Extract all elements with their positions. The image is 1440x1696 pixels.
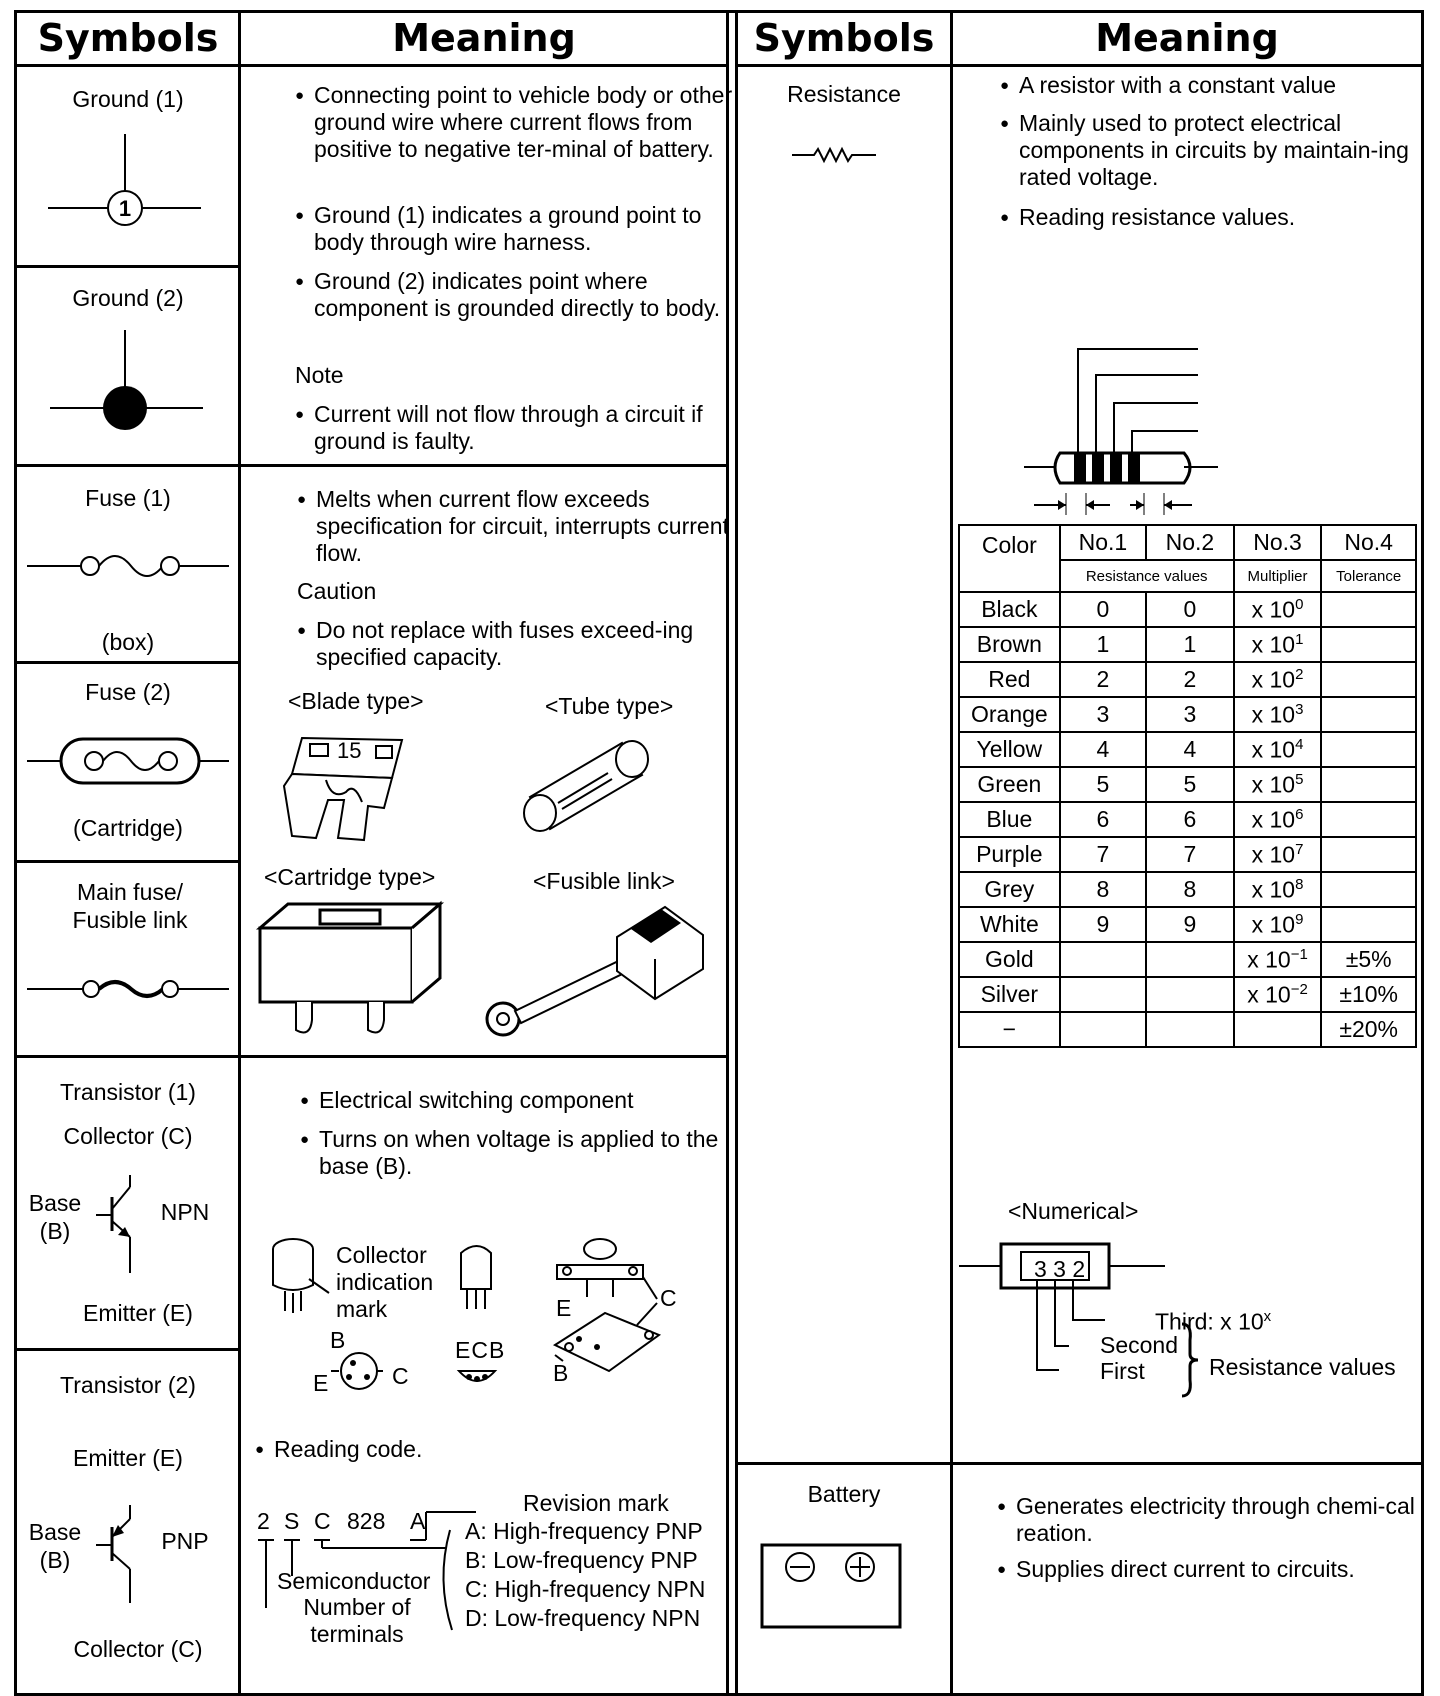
row-line-fuse2 <box>14 661 240 664</box>
fuse-caution-title: Caution <box>297 578 377 604</box>
multiplier-base: x 10 <box>1251 841 1296 868</box>
cell-multiplier <box>1234 732 1322 767</box>
mainfuse-label: Main fuse/ Fusible link <box>72 879 188 933</box>
cell-no1 <box>1060 1012 1147 1047</box>
code-c: C <box>314 1508 331 1534</box>
resistance-values-label: Resistance values <box>1209 1354 1396 1380</box>
third-label <box>1155 1303 1271 1336</box>
blade-fuse-number: 15 <box>337 738 362 763</box>
transistor1-collector: Collector (C) <box>63 1123 193 1149</box>
semiconductor-label: Semiconductor <box>277 1568 431 1594</box>
cartridge-type-label: <Cartridge type> <box>264 864 436 890</box>
cell-multiplier <box>1234 767 1322 802</box>
multiplier-exponent: 0 <box>1295 595 1304 613</box>
header-symbols-left: Symbols <box>37 16 219 60</box>
cell-tolerance <box>1321 732 1416 767</box>
multiplier-base: x 10 <box>1251 771 1296 798</box>
transistor1-label: Transistor (1) <box>60 1079 196 1105</box>
third-exponent: x <box>1263 1308 1272 1325</box>
cell-color: − <box>959 1012 1060 1047</box>
cell-color: Black <box>959 592 1060 627</box>
color-row <box>959 872 1416 907</box>
cell-tolerance <box>1321 872 1416 907</box>
cell-no2: 3 <box>1146 697 1234 732</box>
cell-no2: 0 <box>1146 592 1234 627</box>
cell-color: Purple <box>959 837 1060 872</box>
cell-no2: 9 <box>1146 907 1234 942</box>
transistor-bullet-2: ● Turns on when voltage is applied to the base (B). <box>300 1126 719 1180</box>
multiplier-base: x 10 <box>1251 876 1296 903</box>
cell-multiplier <box>1234 907 1322 942</box>
transistor2-pnp: PNP <box>161 1528 209 1554</box>
cell-no2 <box>1146 1012 1234 1047</box>
multiplier-base: x 10 <box>1251 806 1296 833</box>
row-line-transistor2 <box>14 1348 240 1351</box>
cell-no1: 4 <box>1060 732 1147 767</box>
cell-multiplier <box>1234 837 1322 872</box>
th-no3: No.3 <box>1234 525 1322 560</box>
multiplier-base: x 10 <box>1247 946 1291 973</box>
ground1-icon <box>17 130 239 260</box>
th-color: Color <box>959 525 1060 592</box>
double-divider-a <box>726 10 729 1696</box>
cell-tolerance <box>1321 627 1416 662</box>
transistor-reading-code: ● Reading code. <box>255 1436 574 1463</box>
th-no4: No.4 <box>1321 525 1416 560</box>
border-right <box>1421 10 1424 1696</box>
cell-color: Green <box>959 767 1060 802</box>
cell-tolerance <box>1321 907 1416 942</box>
cell-color: Red <box>959 662 1060 697</box>
tube-type-label: <Tube type> <box>545 693 674 719</box>
cell-no2: 7 <box>1146 837 1234 872</box>
color-row <box>959 627 1416 662</box>
cell-color: Blue <box>959 802 1060 837</box>
battery-icon <box>760 1543 902 1629</box>
multiplier-exponent: 9 <box>1295 910 1304 928</box>
cell-no2: 8 <box>1146 872 1234 907</box>
multiplier-exponent: 3 <box>1295 700 1304 718</box>
ground2-icon <box>17 330 239 450</box>
code-a: A <box>410 1508 426 1534</box>
fusible-link-illustration-icon <box>485 895 705 1045</box>
color-row <box>959 767 1416 802</box>
cell-color: Yellow <box>959 732 1060 767</box>
transistor1-npn: NPN <box>160 1199 210 1225</box>
cell-no2: 5 <box>1146 767 1234 802</box>
cell-no1: 6 <box>1060 802 1147 837</box>
cell-tolerance <box>1321 767 1416 802</box>
border-top <box>14 10 1424 13</box>
color-row <box>959 592 1416 627</box>
cell-multiplier <box>1234 942 1322 977</box>
code-828: 828 <box>347 1508 386 1534</box>
multiplier-exponent: 4 <box>1295 735 1304 753</box>
battery-bullet-2: ● Supplies direct current to circuits. <box>997 1556 1431 1583</box>
multiplier-base: x 10 <box>1251 911 1296 938</box>
header-divider-left <box>14 64 728 67</box>
ground-bullet-2: ● Ground (1) indicates a ground point to body through wire harness. <box>295 202 734 256</box>
cell-no1 <box>1060 942 1147 977</box>
cell-multiplier <box>1234 872 1322 907</box>
fuse1-icon <box>17 540 239 590</box>
th-multiplier: Multiplier <box>1234 560 1322 592</box>
row-line-ground2 <box>14 265 240 268</box>
th-no1: No.1 <box>1060 525 1147 560</box>
header-divider-right <box>736 64 1424 67</box>
cell-multiplier <box>1234 977 1322 1012</box>
th-resistance-values: Resistance values <box>1060 560 1234 592</box>
color-row <box>959 837 1416 872</box>
terminals-label: Number of terminals <box>303 1594 411 1647</box>
revision-mark: Revision mark <box>523 1490 669 1516</box>
ground-bullet-1: ● Connecting point to vehicle body or other ground wire where current flows from positive to negative ter-minal of battery. <box>295 82 734 163</box>
double-divider-b <box>735 10 738 1696</box>
multiplier-exponent: 6 <box>1295 805 1304 823</box>
second-label: Second <box>1100 1332 1179 1358</box>
header-meaning-right: Meaning <box>1095 16 1279 60</box>
cell-no1: 1 <box>1060 627 1147 662</box>
multiplier-base: x 10 <box>1251 666 1296 693</box>
cell-tolerance: ±20% <box>1321 1012 1416 1047</box>
multiplier-exponent: 2 <box>1295 665 1304 683</box>
header-meaning-left: Meaning <box>392 16 576 60</box>
color-row <box>959 662 1416 697</box>
cell-tolerance <box>1321 837 1416 872</box>
fuse1-box-label: (box) <box>101 629 155 655</box>
ground-note-title: Note <box>295 362 344 388</box>
numerical-code: 3 3 2 <box>1034 1256 1086 1282</box>
transistor1-base: Base (B) <box>28 1190 82 1244</box>
cell-no1: 9 <box>1060 907 1147 942</box>
row-line-transistor <box>14 1055 728 1058</box>
cell-no2: 4 <box>1146 732 1234 767</box>
cell-color: Silver <box>959 977 1060 1012</box>
cell-no1: 0 <box>1060 592 1147 627</box>
fuse-bullet-1: ● Melts when current flow exceeds specification for circuit, interrupts current flow. <box>297 486 736 567</box>
fuse2-label: Fuse (2) <box>85 679 171 705</box>
cell-tolerance <box>1321 662 1416 697</box>
blade-type-label: <Blade type> <box>288 688 424 714</box>
type-d: D: Low-frequency NPN <box>465 1605 701 1631</box>
resistance-bullet-1: ● A resistor with a constant value <box>1000 72 1429 99</box>
pin-c-label-2: C <box>660 1285 677 1311</box>
color-row <box>959 1012 1416 1047</box>
multiplier-base: x 10 <box>1251 596 1296 623</box>
resistance-values-brace-icon <box>1178 1320 1202 1400</box>
cell-color: Gold <box>959 942 1060 977</box>
transistor-bullet-1: ● Electrical switching component <box>300 1087 739 1114</box>
ground2-label: Ground (2) <box>72 285 184 311</box>
multiplier-base: x 10 <box>1247 981 1291 1008</box>
fuse-bullet-2: ● Do not replace with fuses exceed-ing specified capacity. <box>297 617 736 671</box>
cell-no1 <box>1060 977 1147 1012</box>
pin-e-label-2: E <box>556 1295 572 1321</box>
ground1-marker: 1 <box>118 196 132 221</box>
cell-no2: 6 <box>1146 802 1234 837</box>
th-no2: No.2 <box>1146 525 1234 560</box>
cell-multiplier <box>1234 592 1322 627</box>
resistance-bullet-2: ● Mainly used to protect electrical components in circuits by maintain-ing rated voltage. <box>1000 110 1429 191</box>
cell-no2 <box>1146 942 1234 977</box>
resistor-icon <box>790 145 880 165</box>
ground-note-bullet: ● Current will not flow through a circuit if ground is faulty. <box>295 401 734 455</box>
battery-bullet-1: ● Generates electricity through chemi-cal reation. <box>997 1493 1431 1547</box>
multiplier-exponent: 1 <box>1295 630 1304 648</box>
transistor2-label: Transistor (2) <box>60 1372 196 1398</box>
collector-indication-mark: Collector indication mark <box>336 1242 434 1322</box>
cell-tolerance <box>1321 802 1416 837</box>
cell-no2 <box>1146 977 1234 1012</box>
ecb-label: ECB <box>455 1337 506 1363</box>
color-row <box>959 732 1416 767</box>
code-2: 2 <box>257 1508 270 1534</box>
fuse2-icon <box>17 733 239 793</box>
fusible-link-icon <box>17 965 239 1015</box>
color-row <box>959 977 1416 1012</box>
cell-multiplier <box>1234 662 1322 697</box>
cell-multiplier <box>1234 627 1322 662</box>
multiplier-exponent: −2 <box>1290 980 1308 998</box>
th-tolerance: Tolerance <box>1321 560 1416 592</box>
fuse2-cartridge-label: (Cartridge) <box>73 815 183 841</box>
pin-c-label-1: C <box>392 1363 409 1389</box>
battery-label: Battery <box>807 1481 881 1507</box>
color-row <box>959 697 1416 732</box>
cell-no2: 1 <box>1146 627 1234 662</box>
color-band-resistor-icon <box>1020 345 1220 520</box>
resistance-bullet-3: ● Reading resistance values. <box>1000 204 1429 231</box>
multiplier-base: x 10 <box>1251 736 1296 763</box>
multiplier-base: x 10 <box>1251 701 1296 728</box>
resistance-label: Resistance <box>787 81 901 107</box>
fuse1-label: Fuse (1) <box>85 485 171 511</box>
row-line-battery <box>736 1462 1424 1465</box>
pin-b-label-2: B <box>553 1360 569 1386</box>
cell-multiplier <box>1234 802 1322 837</box>
header-symbols-right: Symbols <box>753 16 935 60</box>
cell-multiplier <box>1234 1012 1322 1047</box>
type-b: B: Low-frequency PNP <box>465 1547 698 1573</box>
cell-multiplier <box>1234 697 1322 732</box>
cell-tolerance: ±10% <box>1321 977 1416 1012</box>
row-line-fuse <box>14 464 728 467</box>
right-col-divider <box>950 10 953 1696</box>
row-line-mainfuse <box>14 860 240 863</box>
cell-no1: 8 <box>1060 872 1147 907</box>
cell-no1: 3 <box>1060 697 1147 732</box>
cell-no1: 5 <box>1060 767 1147 802</box>
multiplier-base: x 10 <box>1251 631 1296 658</box>
fusible-link-type-label: <Fusible link> <box>533 868 675 894</box>
cell-color: Brown <box>959 627 1060 662</box>
multiplier-exponent: 7 <box>1295 840 1304 858</box>
npn-transistor-icon <box>90 1175 150 1275</box>
multiplier-exponent: −1 <box>1290 945 1308 963</box>
transistor2-emitter: Emitter (E) <box>73 1445 183 1471</box>
type-a: A: High-frequency PNP <box>465 1518 703 1544</box>
transistor2-collector: Collector (C) <box>73 1636 203 1662</box>
color-row <box>959 907 1416 942</box>
code-s: S <box>284 1508 300 1534</box>
type-c: C: High-frequency NPN <box>465 1576 706 1602</box>
multiplier-exponent: 5 <box>1295 770 1304 788</box>
cartridge-fuse-icon <box>256 900 446 1040</box>
cell-color: Orange <box>959 697 1060 732</box>
cell-tolerance: ±5% <box>1321 942 1416 977</box>
ground1-label: Ground (1) <box>72 86 184 112</box>
pin-b-label-1: B <box>330 1327 346 1353</box>
tube-fuse-icon <box>510 725 680 830</box>
ground-bullet-3: ● Ground (2) indicates point where component is grounded directly to body. <box>295 268 734 322</box>
cell-tolerance <box>1321 592 1416 627</box>
color-row <box>959 802 1416 837</box>
numerical-label: <Numerical> <box>1008 1198 1139 1224</box>
cell-tolerance <box>1321 697 1416 732</box>
pin-e-label-1: E <box>313 1370 329 1396</box>
multiplier-exponent: 8 <box>1295 875 1304 893</box>
cell-no1: 2 <box>1060 662 1147 697</box>
transistor2-base: Base (B) <box>28 1519 82 1573</box>
first-label: First <box>1100 1358 1145 1384</box>
cell-color: Grey <box>959 872 1060 907</box>
color-code-table <box>958 524 1417 1048</box>
cell-no1: 7 <box>1060 837 1147 872</box>
pnp-transistor-icon <box>90 1505 150 1605</box>
cell-no2: 2 <box>1146 662 1234 697</box>
third-text: Third: x 10 <box>1155 1308 1264 1335</box>
cell-color: White <box>959 907 1060 942</box>
transistor1-emitter: Emitter (E) <box>83 1300 193 1326</box>
color-row <box>959 942 1416 977</box>
